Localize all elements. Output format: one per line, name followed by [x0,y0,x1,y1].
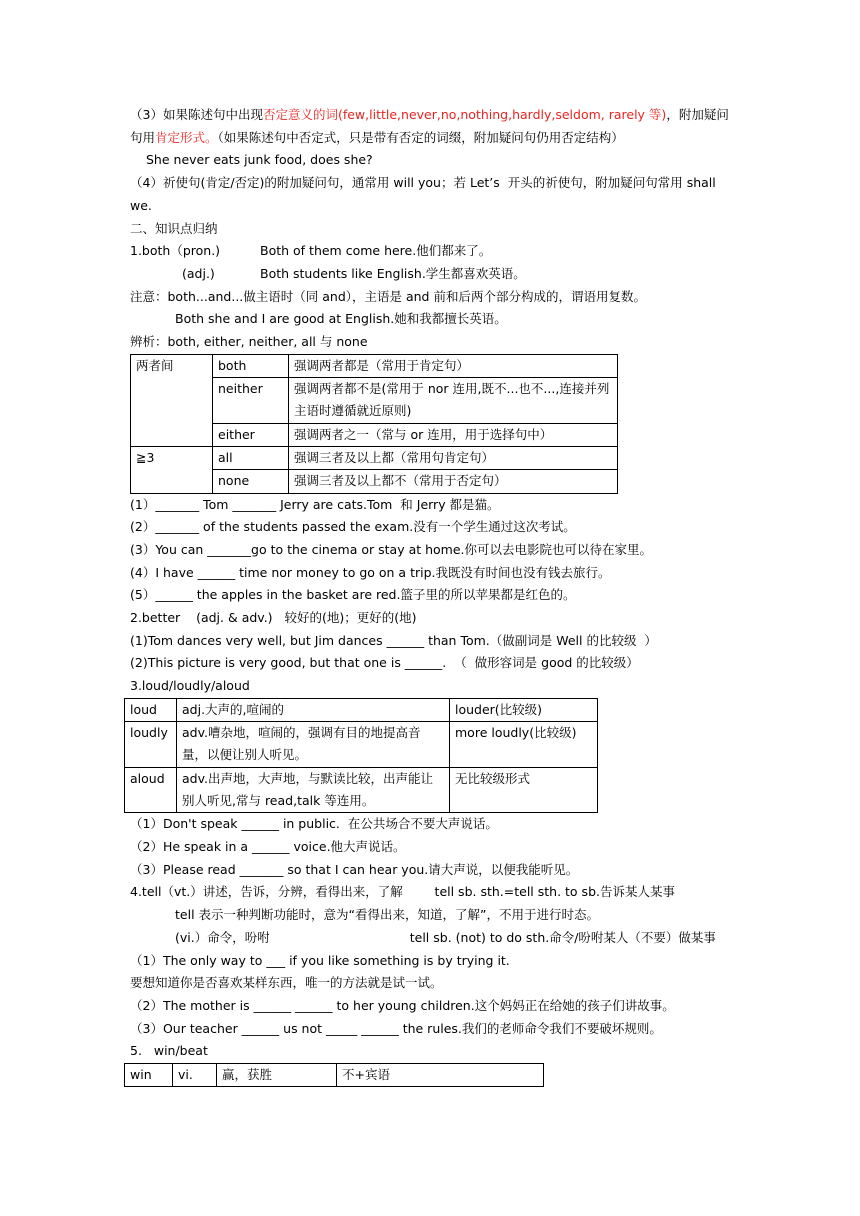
tell-vt-meaning: 4.tell（vt.）讲述，告诉，分辨，看得出来，了解 [130,884,403,900]
word-cell: none [213,470,289,493]
exercise-line: (3）You can _______go to the cinema or stay at home.你可以去电影院也可以待在家里。 [130,541,653,557]
pos-cell: vi. [173,1064,217,1087]
word-cell: all [213,446,289,469]
desc-cell: 强调三者及以上都（常用句肯定句） [289,446,618,469]
both-either-table [130,354,618,494]
rule3-prefix: （3）如果陈述句中出现 [130,107,263,122]
rule3-red-negative-words: 否定意义的词(few,little,never,no,nothing,hardly,seldom, rarely 等) [262,107,667,122]
better-example-2: (2)This picture is very good, but that one is ______. （ 做形容词是 good 的比较级） [130,655,639,671]
rule3-mid: ，附加疑问句用 [130,107,729,145]
better-example-1: (1)Tom dances very well, but Jim dances ______ than Tom.（做副词是 Well 的比较级 ） [130,632,657,648]
tell-example-2: （2）The mother is ______ ______ to her young children.这个妈妈正在给她的孩子们讲故事。 [130,997,675,1013]
desc-cell: adv.嘈杂地，喧闹的，强调有目的地提高音量，以便让别人听见。 [177,722,450,768]
tell-vt-pattern: tell sb. sth.=tell sth. to sb.告诉某人某事 [434,884,675,900]
rule3-red-affirmative: 肯定形式。 [155,129,218,145]
exercise-line: (5）______ the apples in the basket are red.篮子里的所以苹果都是红色的。 [130,587,576,603]
better-title: 2.better (adj. & adv.) 较好的(地)；更好的(地) [130,610,417,626]
rule3-suffix: （如果陈述句中否定式，只是带有否定的词缀，附加疑问句仍用否定结构） [217,129,624,145]
exercise-line: (2）_______ of the students passed the exam.没有一个学生通过这次考试。 [130,519,576,535]
desc-cell: 强调两者之一（常与 or 连用，用于选择句中） [289,423,618,446]
loud-table [124,698,598,813]
win-title: 5. win/beat [130,1043,208,1059]
table-row [125,722,598,768]
word-cell: aloud [125,767,177,813]
group-three-cell: ≧3 [131,446,213,493]
word-cell: both [213,354,289,377]
table-row [131,354,618,377]
rule3-example: She never eats junk food, does she? [146,152,373,168]
table-row [131,446,618,469]
exercise-line: (4）I have ______ time nor money to go on a trip.我既没有时间也没有钱去旅行。 [130,564,611,580]
table-row [125,698,598,721]
both-note: 注意：both...and...做主语时（同 and），主语是 and 前和后两个部分构成的，谓语用复数。 [130,288,646,304]
win-table [124,1063,544,1087]
comparative-cell: louder(比较级) [450,698,598,721]
desc-cell: 强调三者及以上都不（常用于否定句） [289,470,618,493]
word-cell: loud [125,698,177,721]
loud-title: 3.loud/loudly/aloud [130,678,250,694]
both-adj-line [130,263,730,286]
both-note-example: Both she and I are good at English.她和我都擅长英语。 [175,311,507,327]
both-pron-example: Both of them come here.他们都来了。 [260,243,492,259]
both-adj-label: (adj.) [182,265,215,281]
word-cell: neither [213,378,289,424]
desc-cell: adv.出声地，大声地，与默读比较，出声能让别人听见,常与 read,talk 等连用。 [177,767,450,813]
loud-exercise: （2）He speak in a ______ voice.他大声说话。 [130,839,406,855]
desc-cell: 强调两者都不是(常用于 nor 连用,既不...也不...,连接并列主语时遵循就近原则) [289,378,618,424]
tell-example-3: （3）Our teacher ______ us not _____ ______ the rules.我们的老师命令我们不要破坏规则。 [130,1020,662,1036]
tell-example-1-cn: 要想知道你是否喜欢某样东西，唯一的方法就是试一试。 [130,975,443,991]
group-two-cell: 两者间 [131,354,213,446]
loud-exercise: （1）Don't speak ______ in public. 在公共场合不要大声说话。 [130,816,498,832]
both-pron-line [130,240,730,263]
tell-line-2: tell 表示一种判断功能时，意为“看得出来，知道，了解”，不用于进行时态。 [175,907,599,923]
word-cell: loudly [125,722,177,768]
word-cell: win [125,1064,173,1087]
rule4-paragraph: （4）祈使句(肯定/否定)的附加疑问句，通常用 will you；若 Let’s 开头的祈使句，附加疑问句常用 shall we. [130,175,720,213]
both-pron-label: 1.both（pron.) [130,243,221,259]
loud-exercise: （3）Please read _______ so that I can hear you.请大声说，以便我能听见。 [130,861,579,877]
section2-title: 二、知识点归纳 [130,220,218,236]
note-cell: 不+宾语 [337,1064,544,1087]
meaning-cell: 赢，获胜 [217,1064,337,1087]
table-row [125,767,598,813]
tell-vi-meaning: (vi.）命令，吩咐 [175,929,270,945]
document-body [130,104,730,1087]
tell-line-3 [130,927,730,950]
compare-title: 辨析：both, either, neither, all 与 none [130,334,368,350]
comparative-cell: more loudly(比较级) [450,722,598,768]
comparative-cell: 无比较级形式 [450,767,598,813]
desc-cell: 强调两者都是（常用于肯定句） [289,354,618,377]
table-row [125,1064,544,1087]
rule3-paragraph [130,104,730,149]
tell-line-1 [130,881,730,904]
desc-cell: adj.大声的,喧闹的 [177,698,450,721]
both-adj-example: Both students like English.学生都喜欢英语。 [260,265,526,281]
tell-example-1: （1）The only way to ___ if you like something is by trying it. [130,952,510,968]
word-cell: either [213,423,289,446]
tell-vi-pattern: tell sb. (not) to do sth.命令/吩咐某人（不要）做某事 [409,929,716,945]
exercise-line: (1）_______ Tom _______ Jerry are cats.Tom 和 Jerry 都是猫。 [130,496,500,512]
